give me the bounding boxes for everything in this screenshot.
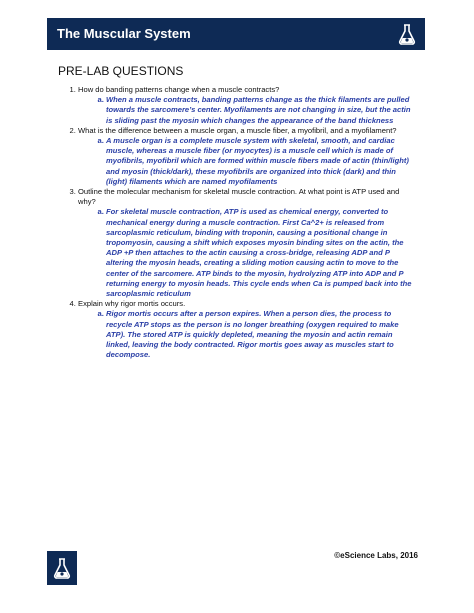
answer-list: [78, 95, 418, 126]
header-bar: [47, 18, 425, 50]
flask-logo-icon: [395, 22, 419, 46]
document-title: The Muscular System: [57, 26, 191, 41]
question-text: How do banding patterns change when a muscle contracts?: [78, 85, 280, 94]
flask-logo-icon: [47, 551, 77, 585]
answer-list: [78, 207, 418, 299]
section-title: PRE-LAB QUESTIONS: [58, 64, 184, 78]
answer-text: a. A muscle organ is a complete muscle system with skeletal, smooth, and cardiac muscle, whereas a muscle fiber (or myocytes) is a muscle cell which is made of myofibrils, myofibril which are formed within muscle fibers made of actin (thin/light) and myosin (thick/dark), these myofibrils are organized into thick (dark) and thin (light) filaments which are named myofilaments: [106, 136, 418, 187]
question-item: [78, 299, 418, 360]
answer-text: a. For skeletal muscle contraction, ATP is used as chemical energy, converted to mechanical energy during a muscle contraction. First Ca^2+ is released from sarcoplasmic reticulum, binding with troponin, causing a positional change in tropomyosin, causing a shift which exposes myosin binding sites on the actin, the ADP +P then attaches to the actin causing a cross-bridge, releasing ADP and P altering the myosin heads, creating a sliding motion causing actin to move to the center of the sarcomere. ATP binds to the myosin, hydrolyzing ATP into ADP and P returning energy to myosin heads. This cycle ends when Ca is pumped back into the sarcoplasmic reticulum: [106, 207, 418, 299]
question-text: Outline the molecular mechanism for skeletal muscle contraction. At what point is ATP used and why?: [78, 187, 400, 207]
question-text: What is the difference between a muscle organ, a muscle fiber, a myofibril, and a myofilament?: [78, 125, 397, 135]
question-list: [58, 85, 418, 360]
copyright-text: ©eScience Labs, 2016: [334, 551, 418, 560]
question-text: Explain why rigor mortis occurs.: [78, 299, 186, 309]
question-item: [78, 85, 418, 126]
question-item: [78, 187, 418, 299]
answer-text: a. When a muscle contracts, banding patterns change as the thick filaments are pulled towards the sarcomere’s center. Myofilaments are not changing in size, but the actin is sliding past the myosin which changes the appearance of the band thickness: [106, 95, 418, 126]
question-item: [78, 126, 418, 187]
questions-content: [58, 85, 418, 360]
answer-list: [78, 309, 418, 360]
answer-text: a. Rigor mortis occurs after a person expires. When a person dies, the process to recycle ATP stops as the person is no longer breathing (oxygen required to make ATP). The stored ATP is quickly depleted, meaning the myosin and actin remain linked, leaving the body contracted. Rigor mortis goes away as muscles start to decompose.: [106, 309, 418, 360]
answer-list: [78, 136, 418, 187]
